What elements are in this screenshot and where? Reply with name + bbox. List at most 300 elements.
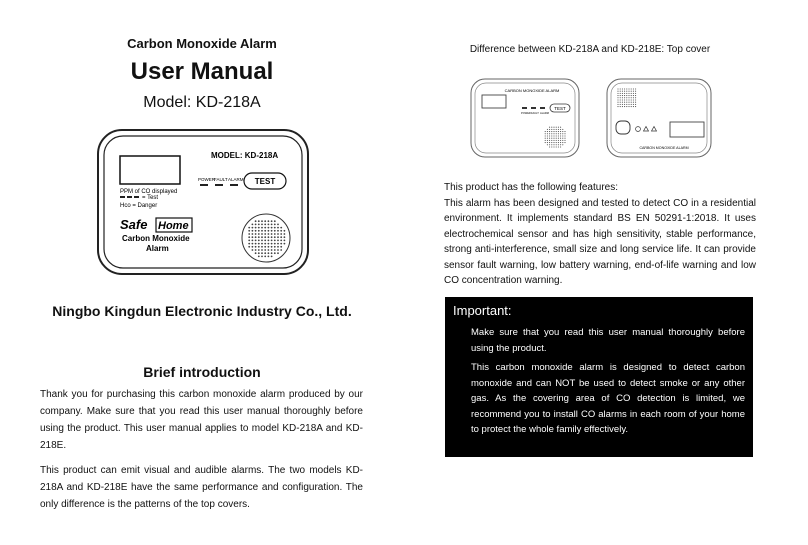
dash-mark: [127, 196, 132, 198]
grille-hole: [617, 99, 618, 100]
grille-hole: [549, 142, 550, 143]
grille-hole: [274, 243, 276, 245]
grille-hole: [252, 227, 254, 229]
grille-hole: [255, 252, 257, 254]
grille-hole: [248, 227, 250, 229]
grille-hole: [280, 236, 282, 238]
grille-hole: [635, 99, 636, 100]
grille-hole: [560, 131, 561, 132]
grille-hole: [562, 144, 563, 145]
features-heading: This product has the following features:: [444, 182, 618, 193]
grille-hole: [274, 246, 276, 248]
grille-hole: [620, 93, 621, 94]
grille-hole: [620, 91, 621, 92]
grille-hole: [562, 129, 563, 130]
important-paragraph-1: Make sure that you read this user manual thoroughly before using the product.: [471, 327, 745, 354]
grille-hole: [284, 233, 286, 235]
grille-hole: [553, 142, 554, 143]
model-number: Model: KD-218A: [143, 94, 261, 111]
grille-hole: [271, 252, 273, 254]
grille-hole: [551, 133, 552, 134]
grille-hole: [255, 220, 257, 222]
grille-hole: [635, 88, 636, 89]
grille-hole: [556, 142, 557, 143]
grille-hole: [631, 95, 632, 96]
grille-hole: [620, 88, 621, 89]
grille-hole: [271, 256, 273, 258]
grille-hole: [617, 97, 618, 98]
grille-hole: [545, 131, 546, 132]
grille-hole: [558, 133, 559, 134]
cover-a-label: CARBON MONOXIDE ALARM: [504, 88, 560, 93]
grille-hole: [545, 142, 546, 143]
grille-hole: [268, 240, 270, 242]
grille-hole: [624, 93, 625, 94]
grille-hole: [261, 224, 263, 226]
grille-hole: [258, 243, 260, 245]
grille-hole: [549, 131, 550, 132]
grille-hole: [268, 233, 270, 235]
grille-hole: [255, 227, 257, 229]
grille-hole: [635, 106, 636, 107]
legend-test: = Test: [142, 195, 159, 201]
grille-hole: [277, 243, 279, 245]
grille-hole: [560, 140, 561, 141]
grille-hole: [624, 95, 625, 96]
grille-hole: [248, 246, 250, 248]
grille-hole: [277, 227, 279, 229]
grille-hole: [553, 133, 554, 134]
grille-hole: [258, 220, 260, 222]
grille-hole: [280, 230, 282, 232]
grille-hole: [261, 249, 263, 251]
grille-hole: [560, 135, 561, 136]
grille-hole: [560, 144, 561, 145]
grille-hole: [284, 236, 286, 238]
grille-hole: [277, 240, 279, 242]
brand-home: Home: [158, 220, 189, 232]
grille-hole: [549, 127, 550, 128]
grille-hole: [556, 140, 557, 141]
grille-hole: [553, 140, 554, 141]
grille-hole: [556, 133, 557, 134]
grille-hole: [628, 95, 629, 96]
grille-hole: [258, 233, 260, 235]
grille-hole: [633, 88, 634, 89]
grille-hole: [252, 236, 254, 238]
alarm-device-illustration: [96, 128, 310, 276]
grille-hole: [551, 140, 552, 141]
grille-hole: [622, 104, 623, 105]
grille-hole: [271, 243, 273, 245]
grille-hole: [545, 140, 546, 141]
dash-mark: [134, 196, 139, 198]
grille-hole: [547, 129, 548, 130]
grille-hole: [628, 104, 629, 105]
grille-hole: [261, 227, 263, 229]
grille-hole: [631, 104, 632, 105]
manual-subtitle: Carbon Monoxide Alarm: [127, 36, 277, 51]
grille-hole: [556, 138, 557, 139]
grille-hole: [551, 127, 552, 128]
grille-hole: [258, 224, 260, 226]
manual-title: User Manual: [130, 58, 274, 85]
brief-paragraph-1: Thank you for purchasing this carbon monoxide alarm produced by our company. Make sure that you read this user manual thoroughly before using the product. This user manual applies to model KD-218A and KD-218E.: [40, 389, 363, 451]
cover-a-power-label: POWER: [521, 112, 531, 115]
grille-hole: [268, 236, 270, 238]
grille-hole: [264, 243, 266, 245]
grille-hole: [549, 133, 550, 134]
grille-hole: [252, 249, 254, 251]
grille-hole: [274, 236, 276, 238]
grille-hole: [620, 104, 621, 105]
grille-hole: [622, 95, 623, 96]
grille-hole: [553, 127, 554, 128]
grille-hole: [551, 131, 552, 132]
dash-mark: [120, 196, 125, 198]
grille-hole: [633, 93, 634, 94]
grille-hole: [626, 102, 627, 103]
grille-hole: [547, 138, 548, 139]
grille-hole: [626, 91, 627, 92]
grille-hole: [271, 220, 273, 222]
grille-hole: [617, 106, 618, 107]
grille-hole: [633, 99, 634, 100]
grille-hole: [277, 249, 279, 251]
grille-hole: [261, 236, 263, 238]
grille-hole: [255, 243, 257, 245]
grille-hole: [635, 104, 636, 105]
grille-hole: [271, 249, 273, 251]
grille-hole: [558, 131, 559, 132]
grille-hole: [280, 240, 282, 242]
grille-hole: [626, 97, 627, 98]
grille-hole: [622, 99, 623, 100]
grille-hole: [553, 129, 554, 130]
cover-a-led: [522, 107, 527, 109]
grille-hole: [553, 144, 554, 145]
grille-hole: [620, 97, 621, 98]
grille-hole: [624, 91, 625, 92]
grille-hole: [258, 227, 260, 229]
grille-hole: [635, 93, 636, 94]
grille-hole: [277, 230, 279, 232]
cover-kd218a-illustration: [470, 78, 580, 158]
grille-hole: [271, 240, 273, 242]
grille-hole: [558, 138, 559, 139]
grille-hole: [268, 227, 270, 229]
brief-introduction-heading: Brief introduction: [143, 364, 261, 380]
grille-hole: [560, 138, 561, 139]
grille-hole: [268, 246, 270, 248]
grille-hole: [271, 224, 273, 226]
grille-hole: [624, 104, 625, 105]
grille-hole: [622, 88, 623, 89]
grille-hole: [560, 146, 561, 147]
fault-led: [215, 184, 223, 186]
grille-hole: [558, 135, 559, 136]
grille-hole: [280, 243, 282, 245]
grille-hole: [268, 230, 270, 232]
grille-hole: [255, 240, 257, 242]
grille-hole: [622, 97, 623, 98]
grille-hole: [545, 135, 546, 136]
grille-hole: [248, 240, 250, 242]
grille-hole: [280, 227, 282, 229]
grille-hole: [284, 243, 286, 245]
grille-hole: [553, 131, 554, 132]
grille-hole: [277, 246, 279, 248]
grille-hole: [274, 224, 276, 226]
power-led: [200, 184, 208, 186]
grille-hole: [626, 106, 627, 107]
grille-hole: [617, 104, 618, 105]
grille-hole: [626, 95, 627, 96]
grille-hole: [624, 102, 625, 103]
grille-hole: [549, 135, 550, 136]
grille-hole: [261, 246, 263, 248]
grille-hole: [268, 220, 270, 222]
grille-hole: [564, 138, 565, 139]
grille-hole: [255, 230, 257, 232]
grille-hole: [562, 135, 563, 136]
grille-hole: [560, 129, 561, 130]
grille-hole: [628, 106, 629, 107]
grille-hole: [562, 131, 563, 132]
test-button-label: TEST: [254, 177, 276, 186]
grille-hole: [562, 133, 563, 134]
indicator-power-label: POWER: [198, 177, 216, 182]
grille-hole: [558, 140, 559, 141]
top-cover-difference-heading: Difference between KD-218A and KD-218E: Top cover: [469, 44, 711, 55]
grille-hole: [549, 129, 550, 130]
grille-hole: [258, 230, 260, 232]
features-section: [444, 180, 756, 289]
grille-hole: [631, 93, 632, 94]
grille-hole: [635, 95, 636, 96]
grille-hole: [274, 220, 276, 222]
grille-hole: [551, 144, 552, 145]
grille-hole: [624, 106, 625, 107]
grille-hole: [274, 230, 276, 232]
important-paragraph-2: This carbon monoxide alarm is designed to detect carbon monoxide and can NOT be used to detect smoke or any other gas. As the covering area of CO detection is limited, we recommend you to install CO alarms in each room of your home to protect the whole family effectively.: [471, 362, 745, 435]
grille-hole: [558, 127, 559, 128]
cover-a-fault-label: FAULT: [531, 112, 539, 115]
grille-hole: [274, 252, 276, 254]
indicator-alarm-label: ALARM: [228, 177, 244, 182]
grille-hole: [248, 233, 250, 235]
grille-hole: [549, 144, 550, 145]
grille-hole: [558, 146, 559, 147]
legend-danger: Hco = Danger: [120, 203, 158, 209]
grille-hole: [268, 243, 270, 245]
grille-hole: [271, 233, 273, 235]
grille-hole: [274, 227, 276, 229]
grille-hole: [633, 97, 634, 98]
grille-hole: [549, 140, 550, 141]
grille-hole: [551, 142, 552, 143]
grille-hole: [268, 252, 270, 254]
grille-hole: [264, 256, 266, 258]
grille-hole: [633, 104, 634, 105]
grille-hole: [628, 91, 629, 92]
brief-paragraph-2: This product can emit visual and audible alarms. The two models KD-218A and KD-218E have the same performance and configuration. The only difference is the patterns of the top covers.: [40, 465, 363, 510]
grille-hole: [551, 146, 552, 147]
grille-hole: [264, 220, 266, 222]
grille-hole: [617, 95, 618, 96]
grille-hole: [628, 97, 629, 98]
grille-hole: [556, 144, 557, 145]
grille-hole: [564, 140, 565, 141]
grille-hole: [258, 249, 260, 251]
grille-hole: [564, 133, 565, 134]
grille-hole: [558, 129, 559, 130]
grille-hole: [564, 135, 565, 136]
alarm-led: [230, 184, 238, 186]
grille-hole: [549, 138, 550, 139]
grille-hole: [258, 246, 260, 248]
grille-hole: [255, 233, 257, 235]
grille-hole: [628, 93, 629, 94]
grille-hole: [280, 233, 282, 235]
grille-hole: [631, 102, 632, 103]
grille-hole: [271, 227, 273, 229]
grille-hole: [252, 240, 254, 242]
grille-hole: [633, 91, 634, 92]
grille-hole: [626, 104, 627, 105]
grille-hole: [248, 236, 250, 238]
grille-hole: [547, 142, 548, 143]
grille-hole: [261, 256, 263, 258]
grille-hole: [628, 99, 629, 100]
device-model-label: MODEL: KD-218A: [211, 151, 279, 160]
grille-hole: [280, 249, 282, 251]
grille-hole: [564, 131, 565, 132]
grille-hole: [284, 240, 286, 242]
grille-hole: [620, 102, 621, 103]
grille-hole: [631, 106, 632, 107]
cover-a-led: [531, 107, 536, 109]
grille-hole: [547, 131, 548, 132]
grille-hole: [271, 230, 273, 232]
grille-hole: [556, 135, 557, 136]
cover-kd218e-illustration: [606, 78, 712, 158]
important-notice-box: [445, 297, 753, 457]
grille-hole: [271, 246, 273, 248]
grille-hole: [635, 102, 636, 103]
grille-hole: [547, 140, 548, 141]
grille-hole: [268, 249, 270, 251]
grille-hole: [556, 129, 557, 130]
display-caption: PPM of CO displayed: [120, 189, 178, 195]
grille-hole: [564, 142, 565, 143]
grille-hole: [264, 246, 266, 248]
grille-hole: [631, 91, 632, 92]
grille-hole: [271, 236, 273, 238]
grille-hole: [258, 252, 260, 254]
grille-hole: [617, 102, 618, 103]
grille-hole: [252, 230, 254, 232]
grille-hole: [620, 99, 621, 100]
grille-hole: [620, 95, 621, 96]
grille-hole: [280, 246, 282, 248]
grille-hole: [553, 146, 554, 147]
grille-hole: [626, 88, 627, 89]
grille-hole: [547, 133, 548, 134]
grille-hole: [547, 144, 548, 145]
grille-hole: [248, 230, 250, 232]
grille-hole: [545, 138, 546, 139]
grille-hole: [255, 246, 257, 248]
grille-hole: [264, 236, 266, 238]
grille-hole: [268, 224, 270, 226]
grille-hole: [264, 224, 266, 226]
grille-hole: [264, 252, 266, 254]
grille-hole: [560, 133, 561, 134]
brand-line1: Carbon Monoxide: [122, 234, 190, 243]
grille-hole: [268, 256, 270, 258]
grille-hole: [560, 142, 561, 143]
grille-hole: [626, 93, 627, 94]
grille-hole: [264, 249, 266, 251]
grille-hole: [624, 99, 625, 100]
grille-hole: [258, 236, 260, 238]
brand-safe: Safe: [120, 217, 148, 232]
grille-hole: [277, 252, 279, 254]
indicator-fault-label: FAULT: [214, 177, 228, 182]
grille-hole: [261, 230, 263, 232]
grille-hole: [549, 146, 550, 147]
company-name: Ningbo Kingdun Electronic Industry Co., Ltd.: [52, 303, 352, 319]
grille-hole: [248, 243, 250, 245]
cover-a-led: [540, 107, 545, 109]
grille-hole: [255, 236, 257, 238]
grille-hole: [622, 93, 623, 94]
grille-hole: [624, 88, 625, 89]
grille-hole: [547, 135, 548, 136]
grille-hole: [622, 106, 623, 107]
grille-hole: [551, 138, 552, 139]
grille-hole: [620, 106, 621, 107]
grille-hole: [261, 243, 263, 245]
grille-hole: [252, 246, 254, 248]
grille-hole: [556, 127, 557, 128]
grille-hole: [264, 230, 266, 232]
grille-hole: [252, 243, 254, 245]
grille-hole: [556, 146, 557, 147]
grille-hole: [277, 233, 279, 235]
grille-hole: [255, 224, 257, 226]
brand-line2: Alarm: [146, 244, 169, 253]
grille-hole: [258, 240, 260, 242]
grille-hole: [261, 233, 263, 235]
grille-hole: [617, 91, 618, 92]
grille-hole: [635, 91, 636, 92]
grille-hole: [628, 88, 629, 89]
grille-hole: [545, 133, 546, 134]
cover-a-alarm-label: ALARM: [540, 112, 549, 115]
grille-hole: [622, 91, 623, 92]
grille-hole: [258, 256, 260, 258]
grille-hole: [635, 97, 636, 98]
features-text: This alarm has been designed and tested to detect CO in a residential environment. It implements standard BS EN 50291-1:2018. It uses electrochemical sensor and has high sensitivity, stable performance, strong anti-interference, small size and long service life. It can provide sensor fault warning, low battery warning, end-of-life warning and low CO concentration warning.: [444, 197, 756, 286]
grille-hole: [551, 129, 552, 130]
cover-a-test-label: TEST: [554, 106, 566, 111]
grille-hole: [264, 227, 266, 229]
grille-hole: [553, 138, 554, 139]
grille-hole: [633, 95, 634, 96]
grille-hole: [264, 240, 266, 242]
